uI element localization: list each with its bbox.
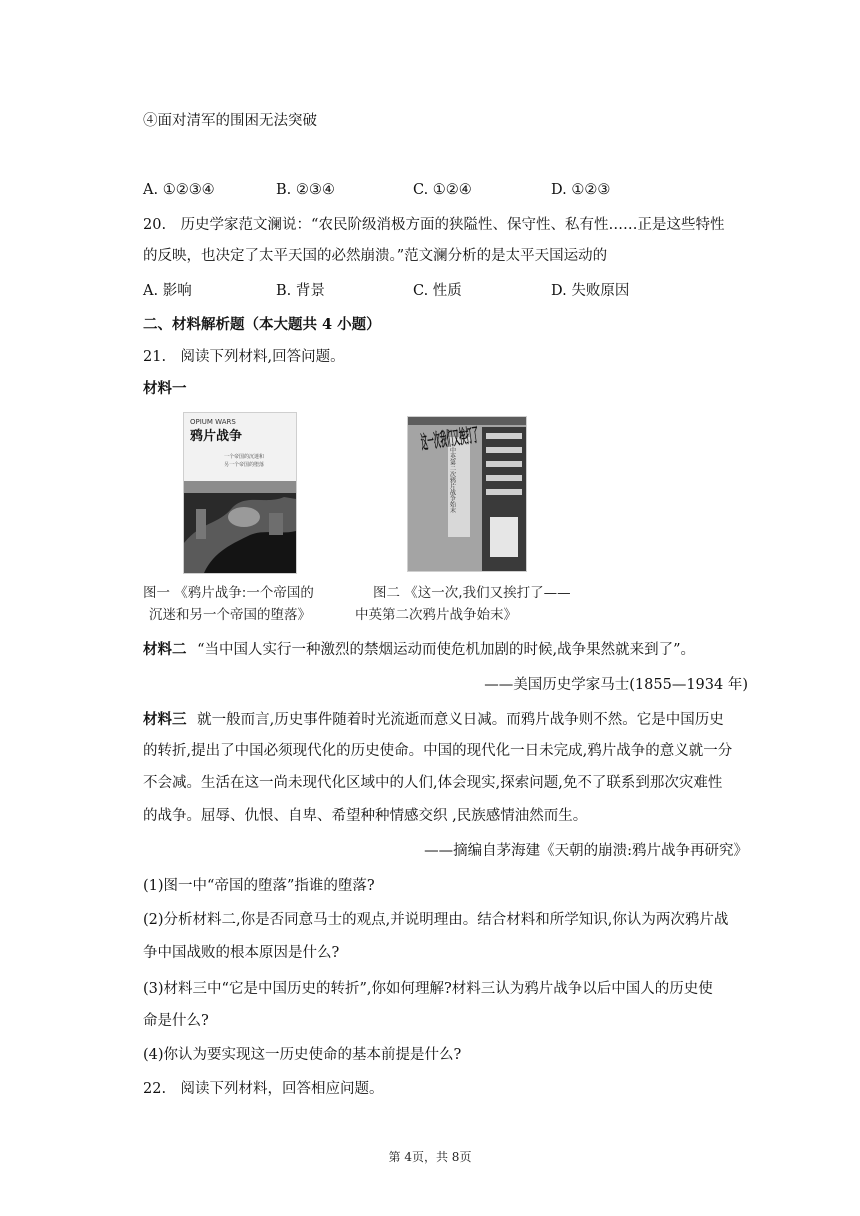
material3-label: 材料三 <box>143 711 187 728</box>
q22-intro: 22. 阅读下列材料，回答相应问题。 <box>143 1081 384 1097</box>
fig1-subtitle1: 一个帝国的沉迷和 <box>224 454 265 460</box>
q21-intro: 21. 阅读下列材料,回答问题。 <box>143 349 345 365</box>
material2-text: “当中国人实行一种激烈的禁烟运动而使危机加剧的时候,战争果然就来到了”。 <box>197 642 696 658</box>
figure2-caption-line2: 中英第二次鸦片战争始末》 <box>355 607 517 623</box>
material3-text-line3: 不会减。生活在这一尚未现代化区域中的人们,体会现实,探索问题,免不了联系到那次灾难性 <box>143 775 723 791</box>
q19-option-d: D. ①②③ <box>551 182 611 198</box>
q19-option-b: B. ②③④ <box>276 182 335 198</box>
q19-option-a: A. ①②③④ <box>143 182 215 198</box>
material3-text-line4: 的战争。屈辱、仇恨、自卑、希望种种情感交织 ,民族感情油然而生。 <box>143 808 588 824</box>
fig1-subtitle2: 另一个帝国的堕落 <box>224 462 265 468</box>
q19-item4: ④面对清军的围困无法突破 <box>143 113 317 129</box>
q20-option-d: D. 失败原因 <box>551 283 630 299</box>
fig2-subtitle: 中英第二次鸦片战争始末 <box>448 447 456 513</box>
material3-text-line1: 就一般而言,历史事件随着时光流逝而意义日减。而鸦片战争则不然。它是中国历史 <box>197 712 724 728</box>
q21-subquestion-3-line2: 命是什么? <box>143 1013 209 1029</box>
material1-label: 材料一 <box>143 380 187 397</box>
fig1-title: 鸦片战争 <box>190 429 243 444</box>
material3-line1 <box>143 710 724 730</box>
material3-text-line2: 的转折,提出了中国必须现代化的历史使命。中国的现代化一日未完成,鸦片战争的意义就一分 <box>143 743 733 759</box>
material3-source: ——摘编自茅海建《天朝的崩溃:鸦片战争再研究》 <box>424 843 748 859</box>
q21-subquestion-1: (1)图一中“帝国的堕落”指谁的堕落? <box>143 878 375 894</box>
page-footer: 第 4页，共 8页 <box>388 1150 472 1164</box>
q20-stem-line2: 的反映，也决定了太平天国的必然崩溃。”范文澜分析的是太平天国运动的 <box>143 248 608 264</box>
figure1-caption-line1: 图一 《鸦片战争:一个帝国的 <box>143 585 314 601</box>
fig1-english-title: OPIUM WARS <box>190 418 236 426</box>
q20-option-c: C. 性质 <box>413 283 462 299</box>
material2-source: ——美国历史学家马士(1855—1934 年) <box>484 677 748 693</box>
q21-subquestion-4: (4)你认为要实现这一历史使命的基本前提是什么? <box>143 1047 462 1063</box>
q20-option-a: A. 影响 <box>143 283 192 299</box>
q21-subquestion-2-line2: 争中国战败的根本原因是什么? <box>143 945 340 961</box>
figure2-book-cover <box>407 416 527 572</box>
material2 <box>143 640 695 660</box>
figure2-caption-line1: 图二 《这一次,我们又挨打了—— <box>373 585 571 601</box>
q20-option-b: B. 背景 <box>276 283 325 299</box>
q19-option-c: C. ①②④ <box>413 182 472 198</box>
section-heading: 二、材料解析题（本大题共 4 小题） <box>143 316 381 333</box>
figure1-caption-line2: 沉迷和另一个帝国的堕落》 <box>149 607 311 623</box>
figure1-book-cover <box>183 412 297 574</box>
q21-subquestion-3-line1: (3)材料三中“它是中国历史的转折”,你如何理解?材料三认为鸦片战争以后中国人的历史使 <box>143 981 713 997</box>
q20-stem-line1: 20. 历史学家范文澜说：“农民阶级消极方面的狭隘性、保守性、私有性……正是这些特性 <box>143 217 725 233</box>
q21-subquestion-2-line1: (2)分析材料二,你是否同意马士的观点,并说明理由。结合材料和所学知识,你认为两次鸦片战 <box>143 912 729 928</box>
material2-label: 材料二 <box>143 641 187 658</box>
